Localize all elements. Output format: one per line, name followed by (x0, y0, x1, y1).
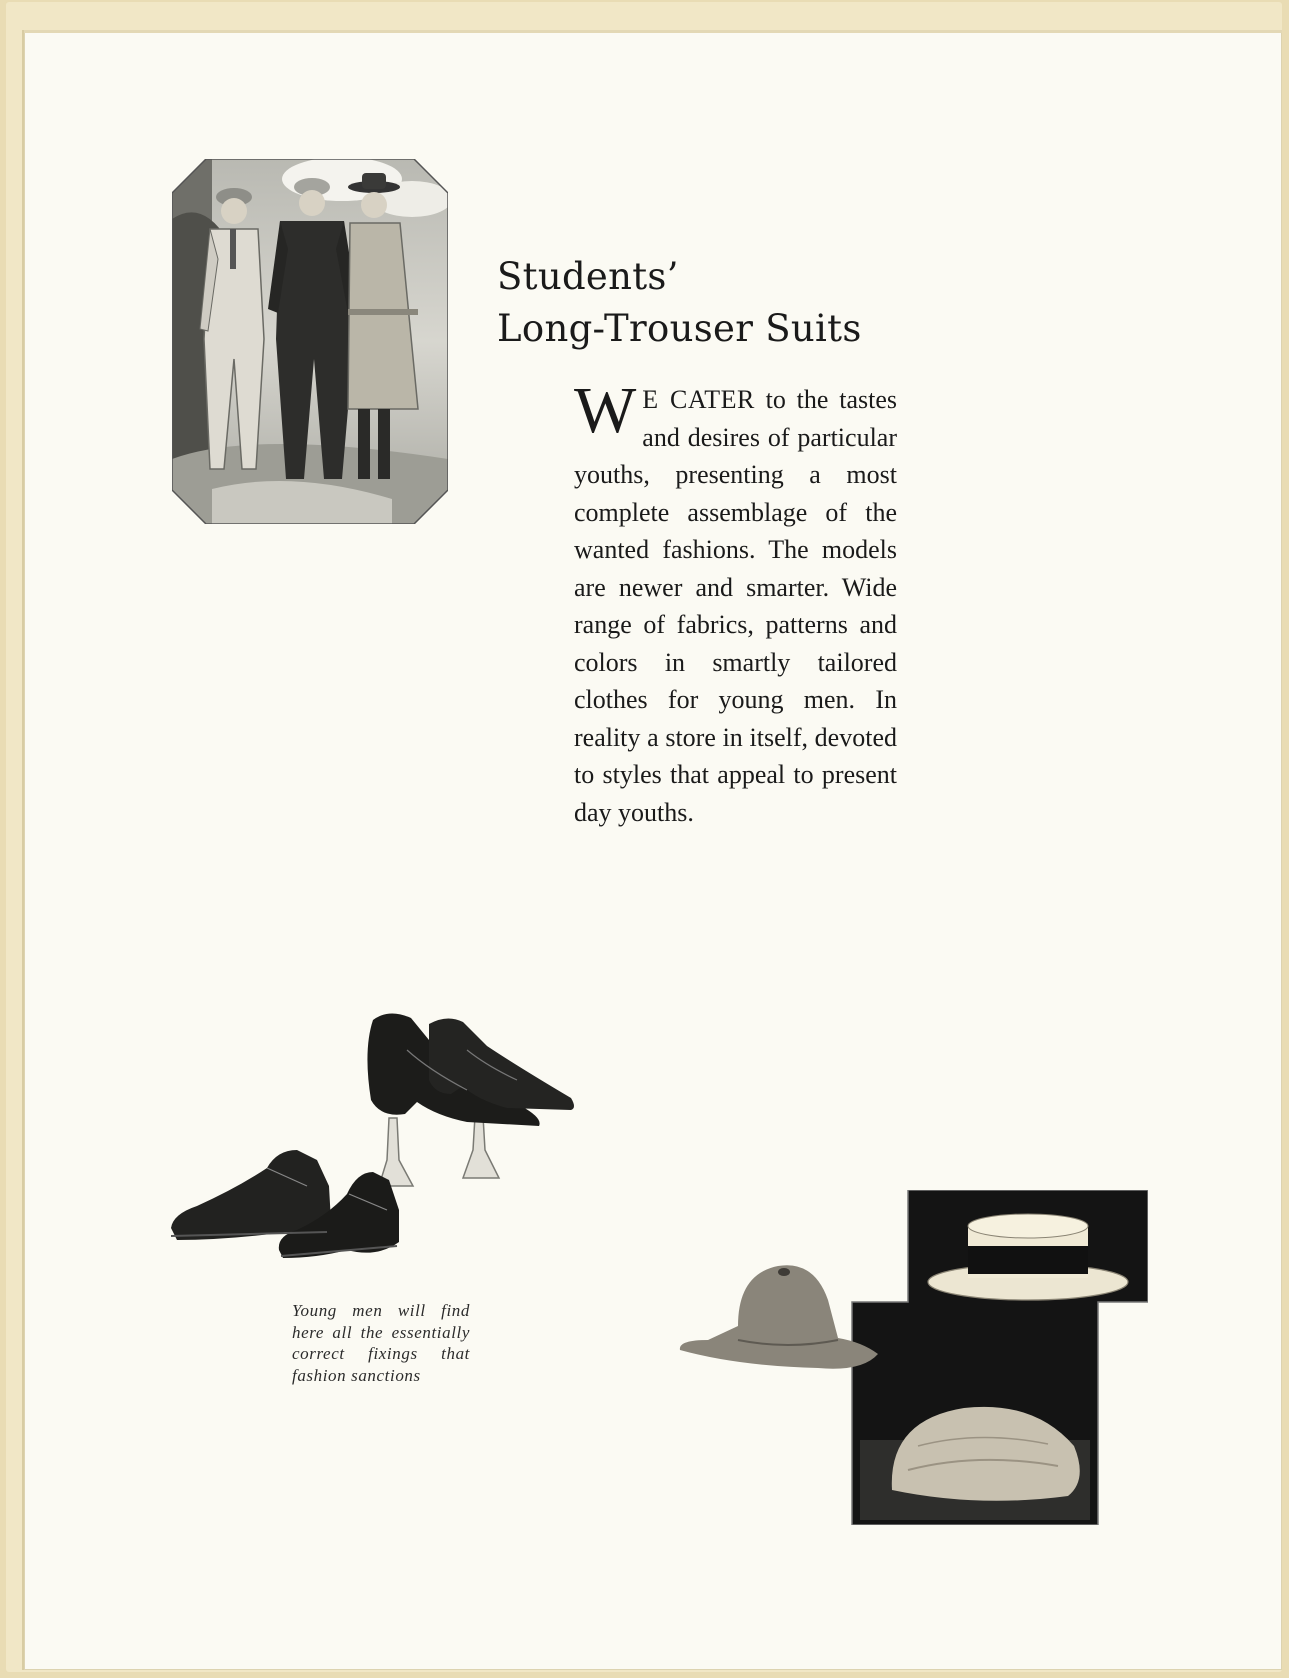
shoes-caption: Young men will find here all the essentially correct fixings that fashion sanctions (292, 1301, 470, 1385)
drop-cap: W (574, 374, 637, 447)
hats-illustration (678, 1190, 1148, 1525)
top-fold-line (24, 30, 1282, 33)
body-paragraph (574, 374, 897, 831)
shoes-illustration (167, 1010, 583, 1260)
section-heading (497, 251, 897, 355)
heading-line-2: Long-Trouser Suits (497, 306, 862, 350)
students-suits-illustration (172, 159, 448, 524)
lead-caps: E CATER (642, 385, 755, 414)
body-text: to the tastes and desires of particular youths, presenting a most complete assemblage of the wanted fashions. The models are newer and smarter. Wide range of fabrics, patterns and colors in smartly tailored clothes for young men. In reality a store in itself, devoted to styles that appeal to present day youths. (574, 385, 897, 827)
heading-line-1: Students’ (497, 254, 679, 298)
